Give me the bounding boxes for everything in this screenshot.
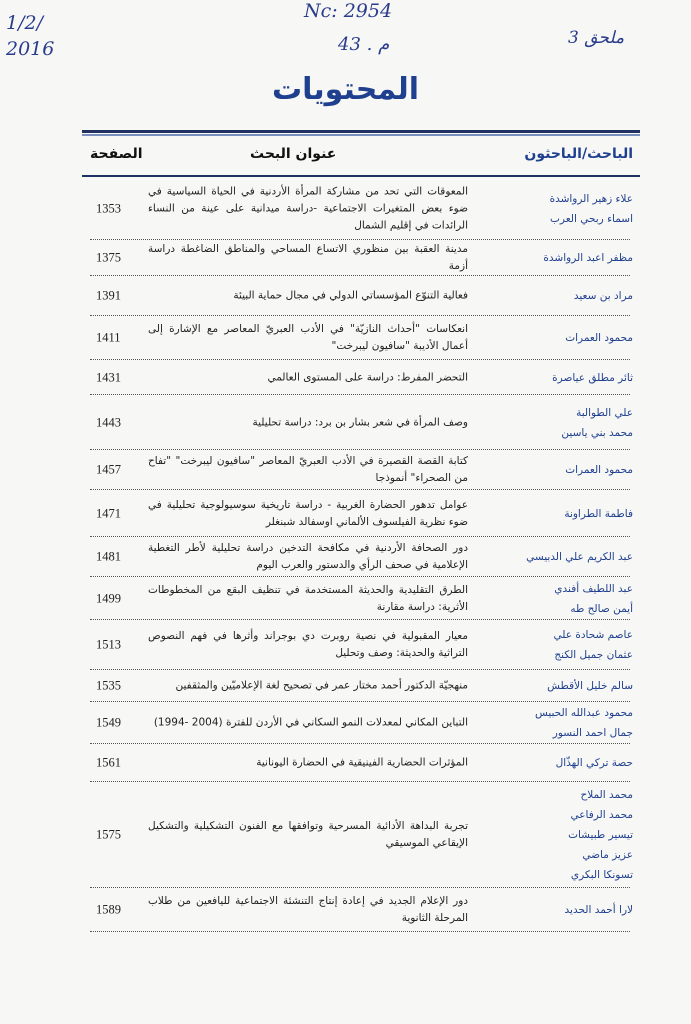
toc-article-title: وصف المرأة في شعر بشار بن برد: دراسة تحليلية — [252, 416, 468, 428]
toc-article-title: منهجيّة الدكتور أحمد مختار عمر في تصحيح لغة الإعلاميّين والمثقفين — [175, 679, 468, 692]
toc-article-title: التحضر المفرط: دراسة على المستوى العالمي — [267, 371, 468, 383]
toc-row — [0, 577, 691, 620]
toc-article-title: فعالية التنوّع المؤسساتي الدولي في مجال حماية البيئة — [233, 289, 468, 302]
toc-author-name: محمود العمرات — [565, 464, 633, 476]
toc-article-title: معيار المقبولية في نصية روبرت دي بوجراند وأثرها في فهم النصوص التراثية والحديثة: وصف وتحليل — [148, 630, 468, 659]
toc-author-name: عزيز ماضي — [582, 849, 633, 861]
toc-authors — [503, 248, 633, 268]
toc-author-name: محمود العمرات — [565, 332, 633, 344]
toc-author-name: علي الطوالبة — [576, 406, 633, 419]
toc-article-title: المعوقات التي تحد من مشاركة المرأة الأردنية في الحياة السياسية في ضوء بعض المتغيرات الاجتماعية -دراسة ميدانية على عينة من النساء الرائدات في إقليم الشمال — [148, 185, 468, 232]
toc-authors — [503, 785, 633, 885]
toc-author-name: علاء زهير الرواشدة — [549, 193, 633, 205]
toc-page-number: 1481 — [96, 549, 121, 564]
toc-article-title: كتابة القصة القصيرة في الأدب العبريّ المعاصر "سافيون ليبرخت" "تفاح من الصحراء" أنموذجا — [148, 455, 468, 484]
toc-author-name: اسماء ربحي العرب — [550, 213, 633, 225]
toc-author-name: حصة تركي الهذّال — [555, 757, 633, 769]
toc-page-number: 1411 — [96, 330, 121, 345]
toc-article-title: تجربة البداهة الأدائية المسرحية وتوافقها مع الفنون التشكيلية والتشكيل الإيقاعي الموسيقي — [148, 820, 468, 849]
toc-article-title: انعكاسات "أحداث النازيّة" في الأدب العبريّ المعاصر مع الإشارة إلى أعمال الأديبة "سافيون ليبرخت" — [148, 323, 468, 352]
toc-author-name: عاصم شحادة علي — [553, 629, 633, 641]
toc-row — [0, 450, 691, 490]
toc-page-number: 1457 — [96, 462, 121, 477]
toc-row — [0, 744, 691, 782]
toc-row — [0, 360, 691, 395]
toc-row — [0, 670, 691, 702]
toc-row — [0, 537, 691, 577]
toc-page-number: 1513 — [96, 637, 121, 652]
toc-authors — [503, 403, 633, 443]
toc-author-name: لارا أحمد الحديد — [564, 904, 633, 916]
toc-row — [0, 620, 691, 670]
handwritten-call-number: Nc: 2954 — [304, 0, 393, 22]
toc-page-number: 1443 — [96, 415, 121, 429]
toc-article-title: دور الإعلام الجديد في إعادة إنتاج التنشئة الاجتماعية لليافعين من طلاب المرحلة الثانوية — [148, 895, 468, 924]
toc-article-title: عوامل تدهور الحضارة الغربية - دراسة تاريخية سوسيولوجية تحليلية في ضوء نظرية الفيلسوف الألماني اوسفالد شبنغلر — [148, 498, 468, 528]
toc-row — [0, 178, 691, 240]
toc-page-number: 1471 — [96, 506, 121, 520]
toc-page-number: 1391 — [96, 288, 121, 303]
toc-page-number: 1535 — [96, 678, 121, 693]
column-header-title: عنوان البحث — [250, 146, 337, 162]
toc-row — [0, 702, 691, 744]
toc-author-name: عبد الكريم علي الدبيسي — [526, 551, 633, 563]
toc-author-name: محمد الملاح — [580, 789, 633, 801]
toc-authors — [503, 460, 633, 480]
toc-page-number: 1353 — [96, 201, 121, 216]
toc-authors — [503, 189, 633, 229]
handwritten-supplement-note: 3 ملحق — [568, 28, 625, 48]
column-header-authors: الباحث/الباحثون — [524, 146, 633, 162]
toc-author-name: ثائر مطلق عياصرة — [552, 371, 633, 384]
toc-author-name: سالم خليل الأقطش — [547, 680, 633, 692]
toc-authors — [503, 328, 633, 348]
column-header-page: الصفحة — [90, 146, 143, 162]
toc-row — [0, 316, 691, 360]
toc-author-name: محمود عبدالله الحبيس — [534, 707, 633, 719]
toc-author-name: عثمان جميل الكنج — [554, 649, 633, 661]
toc-row — [0, 395, 691, 450]
toc-row — [0, 888, 691, 932]
toc-authors — [503, 703, 633, 743]
toc-page-number: 1549 — [96, 715, 121, 730]
toc-page-number: 1575 — [96, 827, 121, 842]
toc-author-name: عبد اللطيف أفندي — [554, 582, 633, 595]
toc-row — [0, 240, 691, 276]
toc-authors — [503, 579, 633, 619]
toc-authors — [503, 547, 633, 567]
toc-row — [0, 782, 691, 888]
toc-author-name: فاطمة الطراونة — [564, 507, 633, 520]
toc-article-title: مدينة العقبة بين منظوري الاتساع المساحي والمناطق الضاغطة دراسة أزمة — [148, 243, 468, 272]
handwritten-date-day: 1/2/ — [6, 12, 43, 34]
toc-author-name: تيسير طبيشات — [568, 829, 633, 841]
page-title: المحتويات — [271, 72, 419, 107]
toc-authors — [503, 900, 633, 920]
toc-article-title: دور الصحافة الأردنية في مكافحة التدخين دراسة تحليلية لأطر التغطية الإعلامية في صحف الرأي والدستور والعرب اليوم — [148, 542, 468, 571]
toc-author-name: أيمن صالح طه — [570, 602, 633, 615]
toc-page-number: 1561 — [96, 755, 121, 770]
toc-article-title: التباين المكاني لمعدلات النمو السكاني في الأردن للفترة (2004 -1994) — [153, 716, 468, 729]
toc-authors — [503, 368, 633, 388]
toc-author-name: محمد بني ياسين — [561, 426, 633, 439]
toc-page-number: 1589 — [96, 902, 121, 917]
toc-article-title: المؤثرات الحضارية الفينيقية في الحضارة اليونانية — [256, 756, 468, 769]
toc-author-name: مراد بن سعيد — [573, 290, 633, 302]
toc-article-title: الطرق التقليدية والحديثة المستخدمة في تنظيف البقع من المخطوطات الأثرية: دراسة مقارنة — [148, 583, 468, 613]
toc-authors — [503, 286, 633, 306]
toc-author-name: تسونكا البكري — [570, 869, 633, 881]
toc-row — [0, 276, 691, 316]
handwritten-date-year: 2016 — [6, 38, 55, 60]
toc-authors — [503, 753, 633, 773]
handwritten-volume-note: 43 . م — [338, 34, 390, 55]
toc-page-number: 1431 — [96, 370, 121, 384]
toc-author-name: مظفر اعبد الرواشدة — [543, 252, 633, 264]
toc-row — [0, 490, 691, 537]
toc-authors — [503, 676, 633, 696]
toc-authors — [503, 625, 633, 665]
toc-authors — [503, 504, 633, 524]
toc-row-divider — [90, 931, 630, 932]
toc-author-name: محمد الرفاعي — [570, 809, 633, 821]
toc-page-number: 1375 — [96, 250, 121, 265]
toc-author-name: جمال احمد النسور — [552, 727, 633, 739]
toc-page-number: 1499 — [96, 591, 121, 605]
